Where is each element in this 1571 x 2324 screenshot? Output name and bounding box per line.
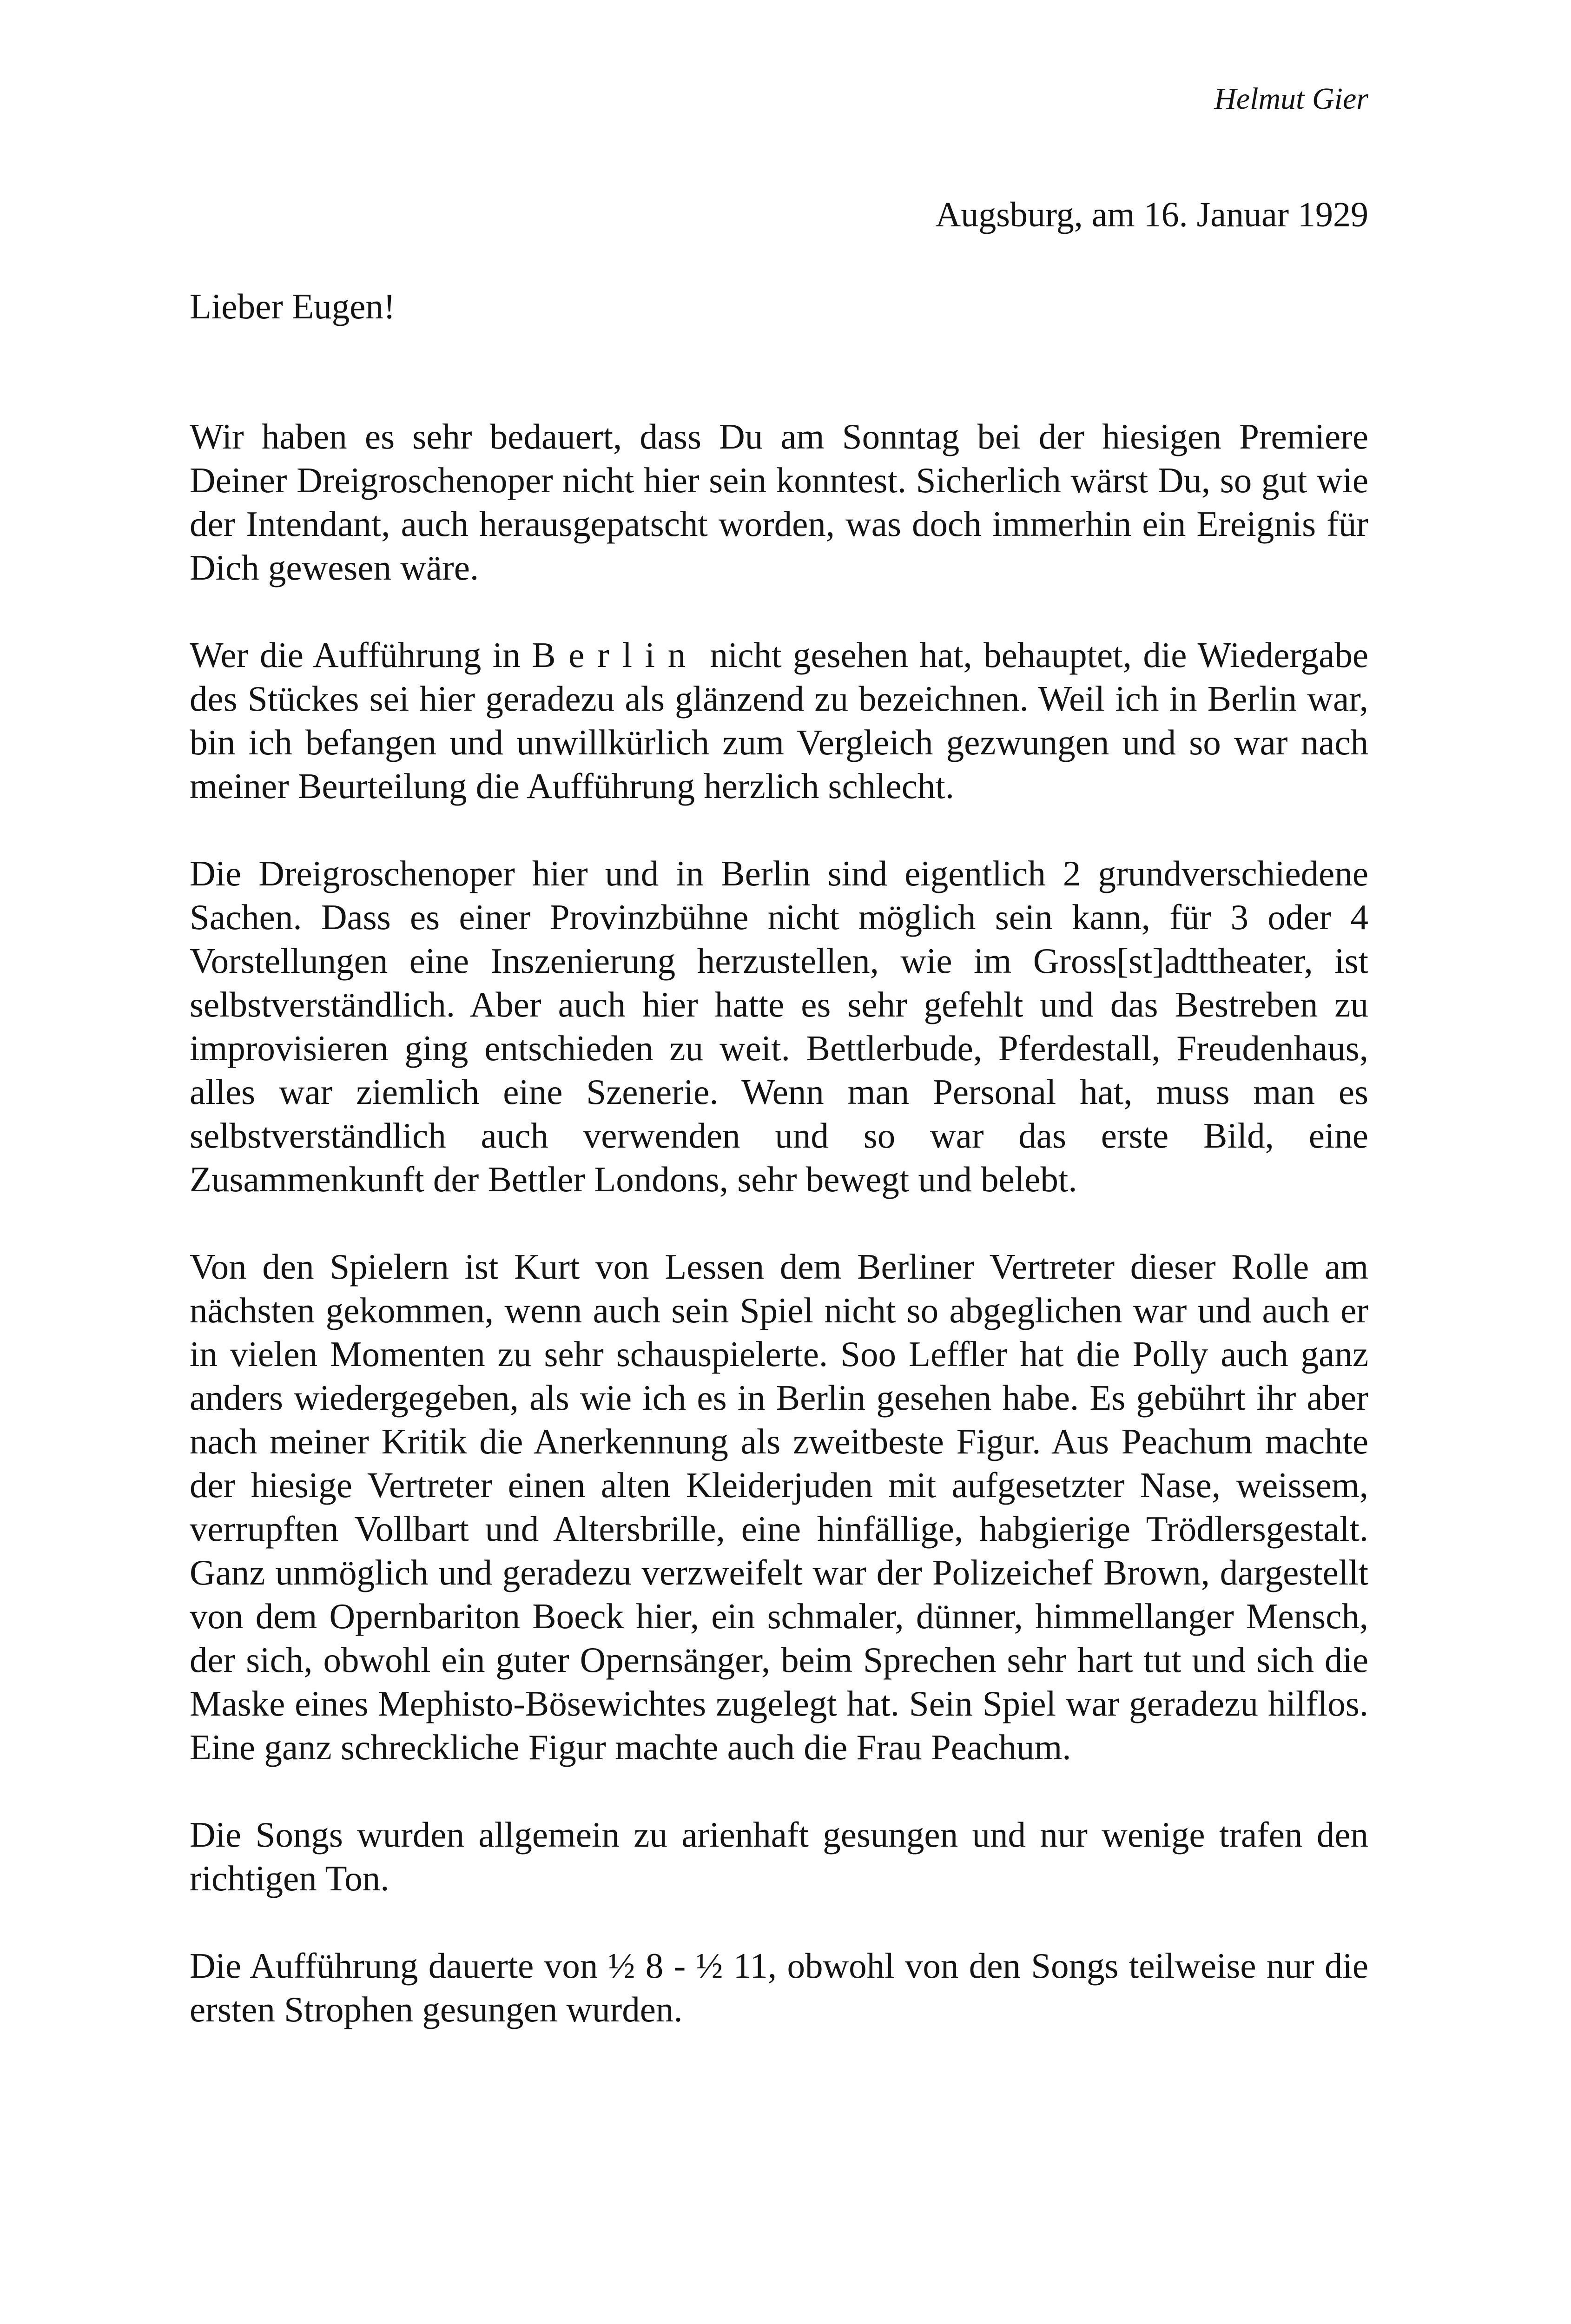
letter-dateline: Augsburg, am 16. Januar 1929 bbox=[935, 195, 1368, 234]
paragraph-5: Die Songs wurden allgemein zu arienhaft gesungen und nur wenige trafen den richtigen Ton. bbox=[190, 1815, 1368, 1898]
letter-salutation: Lieber Eugen! bbox=[190, 286, 396, 326]
paragraph-2 bbox=[190, 633, 1368, 808]
letter-body bbox=[190, 284, 1368, 2075]
paragraph-4: Von den Spielern ist Kurt von Lessen dem Berliner Vertreter dieser Rolle am nächsten gekommen, wenn auch sein Spiel nicht so abgeglichen war und auch er in vielen Momenten zu sehr schauspielerte. Soo Leffler hat die Polly auch ganz anders wiedergegeben, als wie ich es in Berlin gesehen habe. Es gebührt ihr aber nach meiner Kritik die Anerkennung als zweitbeste Figur. Aus Peachum machte der hiesige Vertreter einen alten Kleiderjuden mit aufgesetzter Nase, weissem, verrupften Vollbart und Altersbrille, eine hinfällige, habgierige Trödlersgestalt. Ganz unmöglich und geradezu verzweifelt war der Polizeichef Brown, dargestellt von dem Opernbariton Boeck hier, ein schmaler, dünner, himmellanger Mensch, der sich, obwohl ein guter Opernsänger, beim Sprechen sehr hart tut und sich die Maske eines Mephisto-Bösewichtes zugelegt hat. Sein Spiel war geradezu hilflos. Eine ganz schreckliche Figur machte auch die Frau Peachum. bbox=[190, 1247, 1368, 1767]
running-head-author: Helmut Gier bbox=[1214, 82, 1368, 116]
paragraph-2-lead: Wer die Aufführung in bbox=[190, 635, 532, 675]
paragraph-3: Die Dreigroschenoper hier und in Berlin sind eigentlich 2 grundverschiedene Sachen. Dass es einer Provinzbühne nicht möglich sein kann, für 3 oder 4 Vorstellungen eine Inszenierung herzustellen, wie im Gross[st]adttheater, ist selbstverständlich. Aber auch hier hatte es sehr gefehlt und das Bestreben zu improvisieren ging entschieden zu weit. Bettlerbude, Pferdestall, Freudenhaus, alles war ziemlich eine Szenerie. Wenn man Personal hat, muss man es selbstverständlich auch verwenden und so war das erste Bild, eine Zusammenkunft der Bettler Londons, sehr bewegt und belebt. bbox=[190, 853, 1368, 1199]
paragraph-6: Die Aufführung dauerte von ½ 8 - ½ 11, obwohl von den Songs teilweise nur die ersten Strophen gesungen wurden. bbox=[190, 1946, 1368, 2029]
paragraph-1: Wir haben es sehr bedauert, dass Du am Sonntag bei der hiesigen Premiere Deiner Dreigroschenoper nicht hier sein konntest. Sicherlich wärst Du, so gut wie der Intendant, auch herausgepatscht worden, was doch immerhin ein Ereignis für Dich gewesen wäre. bbox=[190, 416, 1368, 588]
emphasized-city-name: Berlin bbox=[532, 635, 699, 675]
paragraph-2-rest: nicht gesehen hat, behauptet, die Wiedergabe des Stückes sei hier geradezu als glänzend zu bezeichnen. Weil ich in Berlin war, bin ich befangen und unwillkürlich zum Vergleich gezwungen und so war nach meiner Beurteilung die Aufführung herzlich schlecht. bbox=[190, 635, 1368, 806]
